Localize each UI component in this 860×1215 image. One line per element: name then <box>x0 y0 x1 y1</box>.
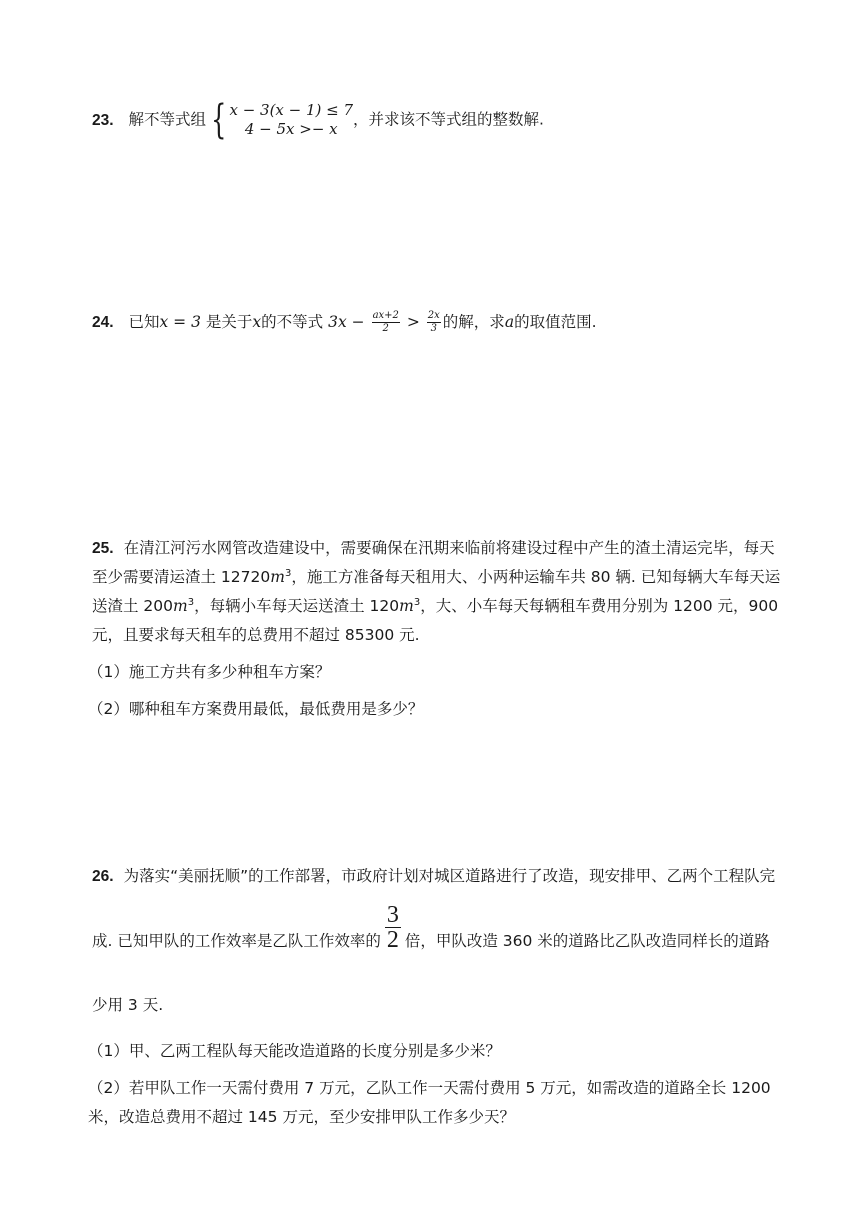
fraction <box>385 903 401 952</box>
system-line-2: 4 − 5x >− x <box>244 120 338 138</box>
math-expression: 3x − <box>328 313 365 331</box>
math-variable: x <box>252 313 262 331</box>
problem-25 <box>88 534 782 724</box>
problem-text: ，施工方准备每天租用大、小两种运输车共 80 辆. 已知每辆大车每天运送渣土 200 <box>92 568 781 615</box>
fraction-denominator: 3 <box>430 323 437 334</box>
problem-text: 的解，求 <box>442 313 505 331</box>
problem-text: 为落实“美丽抚顺”的工作部署，市政府计划对城区道路进行了改造，现安排甲、乙两个工程队完成. 已知甲队的工作效率是乙队工作效率的 <box>92 867 776 950</box>
fraction-numerator: 2x <box>427 310 440 321</box>
brace-icon: { <box>211 97 227 143</box>
math-operator: > <box>406 313 420 331</box>
exponent: 3 <box>284 567 292 579</box>
problem-number: 26. <box>92 868 114 885</box>
problem-body <box>92 534 782 650</box>
problem-number: 25. <box>92 540 114 557</box>
problem-text: 已知 <box>128 313 160 331</box>
problem-24 <box>92 308 782 337</box>
math-variable: a <box>504 313 515 331</box>
exponent: 3 <box>187 596 195 608</box>
math-unit: m <box>173 597 188 615</box>
math-unit: m <box>399 597 414 615</box>
problem-text: ，大、小车每天每辆租车费用分别为 1200 元，900 元，且要求每天租车的总费用不超过 85300 元. <box>92 597 779 644</box>
math-unit: m <box>270 568 285 586</box>
problem-23 <box>92 97 782 143</box>
problem-text: 是关于 <box>200 313 253 331</box>
inequality-system <box>206 97 354 143</box>
fraction-numerator: ax+2 <box>372 310 399 321</box>
fraction-numerator: 3 <box>386 902 399 928</box>
fraction <box>427 310 441 335</box>
problem-text: 倍，甲队改造 360 米的道路比乙队改造同样长的道路少用 3 天. <box>92 932 770 1014</box>
problem-text: 的不等式 <box>261 313 329 331</box>
problem-26 <box>88 862 782 1132</box>
sub-question-2: （2）哪种租车方案费用最低，最低费用是多少？ <box>88 700 424 718</box>
problem-text: 在清江河污水网管改造建设中，需要确保在汛期来临前将建设过程中产生的渣土清运完毕，每天至少需要清运渣土 12720 <box>92 539 775 586</box>
sub-question-1: （1）甲、乙两工程队每天能改造道路的长度分别是多少米？ <box>88 1042 501 1060</box>
problem-text: ，并求该不等式组的整数解. <box>353 110 544 129</box>
sub-question-1: （1）施工方共有多少种租车方案？ <box>88 663 331 681</box>
problem-text: ，每辆小车每天运送渣土 120 <box>194 597 400 615</box>
sub-question-2: （2）若甲队工作一天需付费用 7 万元，乙队工作一天需付费用 5 万元，如需改造的道路全长 1200 米，改造总费用不超过 145 万元，至少安排甲队工作多少天？ <box>88 1079 771 1126</box>
problem-text: 解不等式组 <box>128 110 207 129</box>
fraction-denominator: 2 <box>382 323 389 334</box>
problem-text: 的取值范围. <box>514 313 597 331</box>
exponent: 3 <box>413 596 421 608</box>
problem-body <box>92 844 782 1037</box>
fraction <box>372 310 400 335</box>
problem-number: 23. <box>92 111 114 129</box>
fraction-denominator: 2 <box>386 927 399 953</box>
problem-number: 24. <box>92 314 114 331</box>
math-expression: x = 3 <box>159 313 201 331</box>
system-line-1: x − 3(x − 1) ≤ 7 <box>229 101 354 119</box>
